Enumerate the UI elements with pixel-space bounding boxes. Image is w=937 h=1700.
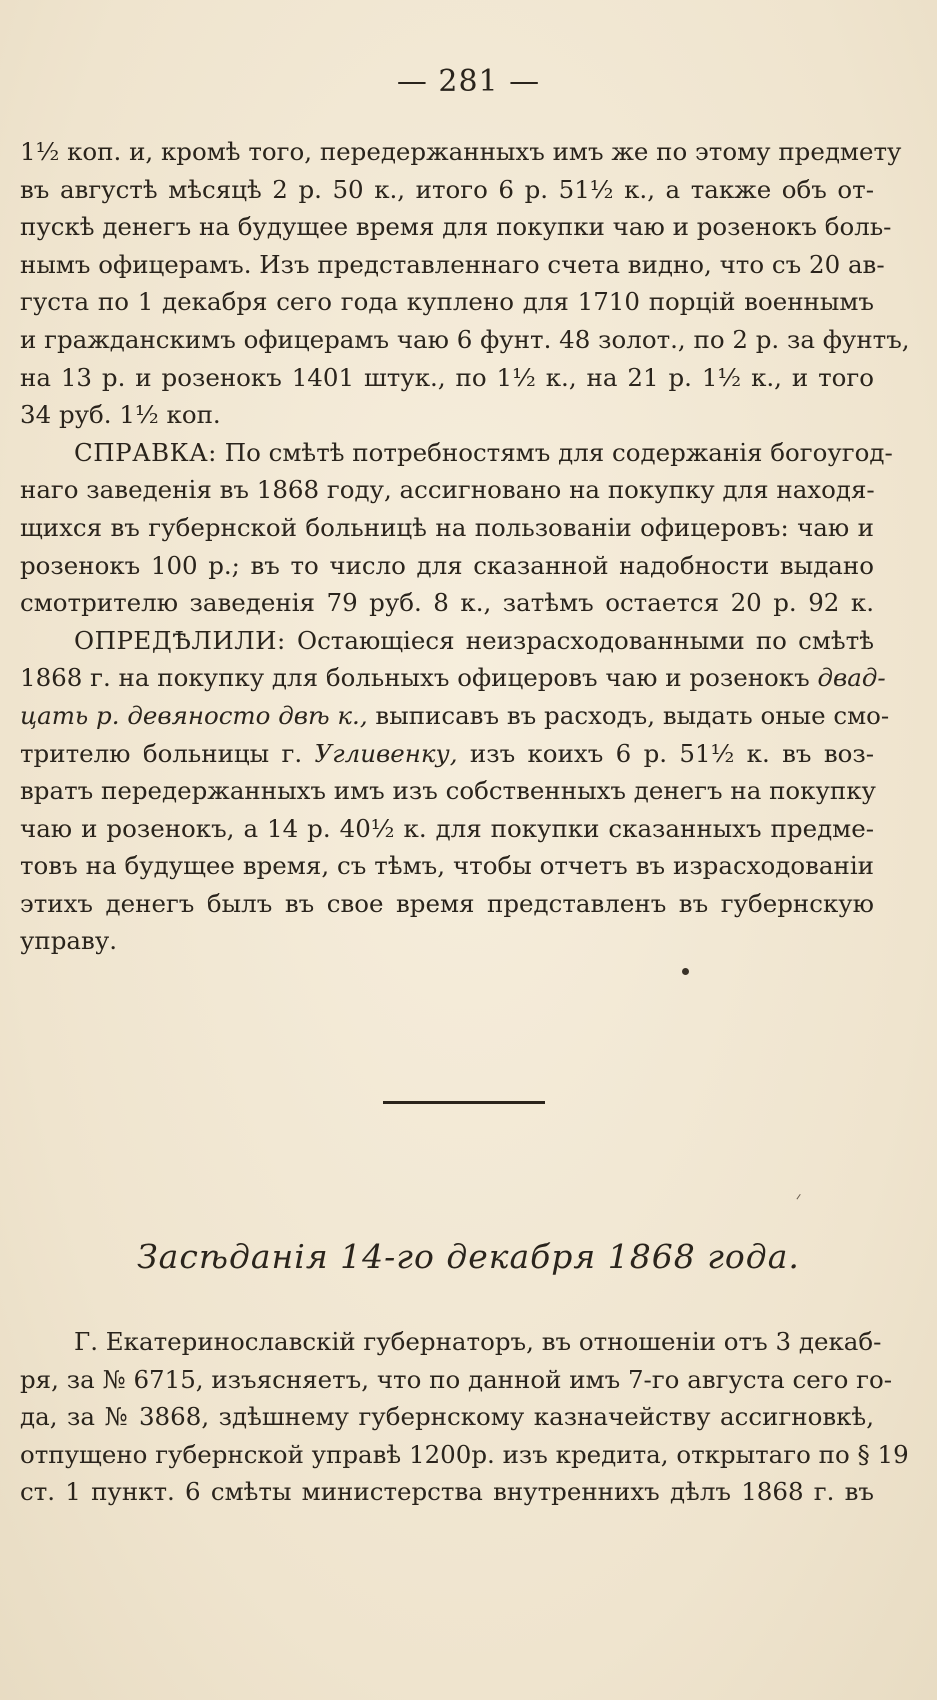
text-fragment: выписавъ въ расходъ, выдать оные смо- — [375, 700, 890, 730]
opredelili-label: ОПРЕДѢЛИЛИ: — [74, 625, 286, 655]
text-line: отпущено губернской управѣ 1200р. изъ кредита, открытаго по § 19 — [20, 1439, 909, 1469]
italic-amount: цать р. девяносто двѣ к., — [20, 700, 368, 730]
text-line: пускѣ денегъ на будущее время для покупки чаю и розенокъ боль- — [20, 212, 892, 242]
text-line: и гражданскимъ офицерамъ чаю 6 фунт. 48 золот., по 2 р. за фунтъ, — [20, 324, 910, 354]
text-block-second — [20, 1323, 909, 1511]
page-number: — 281 — — [396, 64, 541, 99]
text-line — [20, 697, 890, 735]
text-line: 34 руб. 1½ коп. — [20, 400, 221, 430]
text-line: смотрителю заведенія 79 руб. 8 к., затѣмъ остается 20 р. 92 к. — [20, 588, 874, 618]
spravka-first-line-text: По смѣтѣ потребностямъ для содержанія богоугод- — [224, 437, 893, 467]
ink-mark — [796, 1194, 801, 1200]
text-fragment: изъ коихъ 6 р. 51½ к. въ воз- — [469, 738, 875, 768]
text-line: щихся въ губернской больницѣ на пользованіи офицеровъ: чаю и — [20, 512, 874, 542]
text-line: этихъ денегъ былъ въ свое время представленъ въ губернскую — [20, 888, 874, 918]
text-line: на 13 р. и розенокъ 1401 штук., по 1½ к., на 21 р. 1½ к., и того — [20, 362, 874, 392]
text-line: чаю и розенокъ, а 14 р. 40½ к. для покупки сказанныхъ предме- — [20, 813, 874, 843]
spravka-label: СПРАВКА: — [74, 437, 217, 467]
text-block-main — [20, 133, 910, 960]
text-line: розенокъ 100 р.; въ то число для сказанной надобности выдано — [20, 550, 874, 580]
text-line: густа по 1 декабря сего года куплено для 1710 порцій военнымъ — [20, 287, 874, 317]
text-line — [20, 659, 886, 697]
italic-name: Угливенку, — [314, 738, 458, 768]
text-line: 1½ коп. и, кромѣ того, передержанныхъ имъ же по этому предмету — [20, 137, 902, 166]
text-line: ст. 1 пункт. 6 смѣты министерства внутреннихъ дѣлъ 1868 г. въ — [20, 1477, 874, 1507]
ink-dot — [682, 968, 689, 975]
text-line: товъ на будущее время, съ тѣмъ, чтобы отчетъ въ израсходованіи — [20, 851, 874, 881]
opredelili-first-line — [20, 622, 874, 660]
text-fragment: трителю больницы г. — [20, 738, 303, 768]
text-fragment: 1868 г. на покупку для больныхъ офицеровъ чаю и розенокъ — [20, 663, 810, 693]
italic-amount: двад- — [817, 663, 886, 693]
section-title: Засѣданія 14-го декабря 1868 года. — [137, 1237, 800, 1276]
text-line: нымъ офицерамъ. Изъ представленнаго счета видно, что съ 20 ав- — [20, 249, 885, 279]
spravka-first-line — [20, 434, 893, 472]
text-line — [20, 735, 874, 773]
text-line: да, за № 3868, здѣшнему губернскому казначейству ассигновкѣ, — [20, 1402, 874, 1432]
text-line: вратъ передержанныхъ имъ изъ собственныхъ денегъ на покупку — [20, 776, 876, 806]
text-line: управу. — [20, 926, 118, 956]
text-line: ря, за № 6715, изъясняетъ, что по данной имъ 7-го августа сего го- — [20, 1364, 892, 1394]
text-line: наго заведенія въ 1868 году, ассигновано на покупку для находя- — [20, 475, 875, 505]
text-line: въ августѣ мѣсяцѣ 2 р. 50 к., итого 6 р. 51½ к., а также объ от- — [20, 174, 874, 204]
text-line: Г. Екатеринославскій губернаторъ, въ отношеніи отъ 3 декаб- — [74, 1327, 882, 1356]
opredelili-first-line-text: Остающіеся неизрасходованными по смѣтѣ — [296, 625, 874, 655]
section-divider — [383, 1101, 545, 1104]
